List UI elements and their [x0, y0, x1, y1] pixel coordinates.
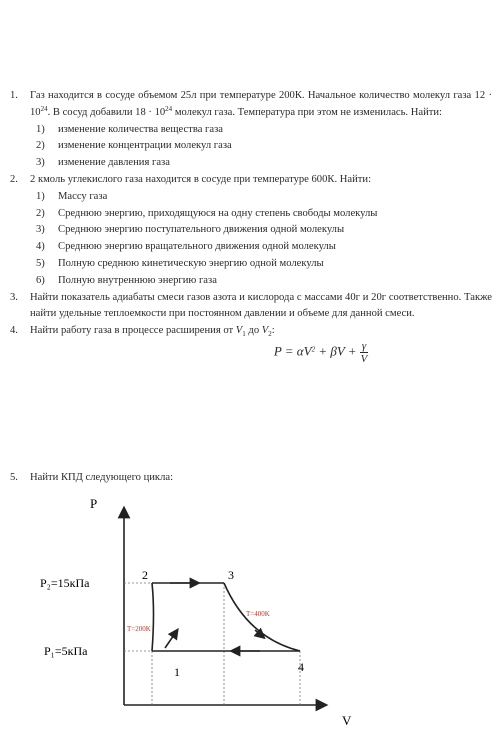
- p2-label: P₂=15кПа: [40, 576, 90, 590]
- point-3-label: 3: [228, 568, 234, 582]
- task-number: 4.: [10, 325, 18, 337]
- point-2-label: 2: [142, 568, 148, 582]
- list-item: 5) Полную среднюю кинетическую энергию одной молекулы: [36, 257, 324, 269]
- process-1-2: [152, 583, 154, 651]
- list-item: 3) изменение давления газа: [36, 157, 170, 169]
- list-item: 3) Среднюю энергию поступательного движения одной молекулы: [36, 224, 345, 236]
- task-text: 2 кмоль углекислого газа находится в сосуде при температуре 600К. Найти:: [30, 173, 372, 185]
- guide-lines: [124, 583, 300, 705]
- list-item: 6) Полную внутреннюю энергию газа: [36, 274, 217, 286]
- task-number: 1.: [10, 90, 18, 101]
- list-item: 4) Среднюю энергию вращательного движения одной молекулы: [36, 241, 336, 253]
- p1-label: P₁=5кПа: [44, 644, 88, 658]
- cycle-path: [152, 583, 300, 651]
- task-text: Газ находится в сосуде объемом 25л при температуре 200К. Начальное количество молекул газа $12 \cdot 10^{24}$. В сосуд добавили $18 \cdot 10^{24}$ молекул газа. Температура при этом не изменилась. Найти:: [30, 90, 492, 118]
- task-text: Найти показатель адиабаты смеси газов азота и кислорода с массами 40г и 20г соответственно. Также найти удельные теплоемкости при постоянном давлении и объеме для данной смеси.: [30, 291, 492, 320]
- isotherm-400k-label: T=400K: [246, 610, 270, 618]
- isotherm-200k-label: T=200K: [127, 625, 151, 633]
- pressure-formula: $P = \alpha V^2 + \beta V$ + $\frac{\gamma}{V}$: [273, 339, 368, 365]
- list-item: 1) Массу газа: [36, 190, 108, 202]
- task-text: Найти КПД следующего цикла:: [30, 472, 174, 483]
- task-number: 2.: [10, 173, 18, 185]
- arrow-1-2: [165, 632, 176, 648]
- v-axis-label: V: [342, 713, 352, 728]
- fraction: $\frac{\gamma}{V}$: [360, 339, 368, 365]
- list-item: 2) изменение концентрации молекул газа: [36, 140, 232, 152]
- task-text: Найти работу газа в процессе расширения от $V_1$ до $V_2$:: [30, 325, 275, 339]
- task-number: 3.: [10, 291, 18, 303]
- task-number: 5.: [10, 472, 18, 483]
- point-4-label: 4: [298, 660, 304, 674]
- list-item: 1) изменение количества вещества газа: [36, 123, 223, 135]
- list-item: 2) Среднюю энергию, приходящуюся на одну степень свободы молекулы: [36, 207, 378, 219]
- p-axis-label: P: [90, 496, 98, 511]
- point-1-label: 1: [174, 665, 180, 679]
